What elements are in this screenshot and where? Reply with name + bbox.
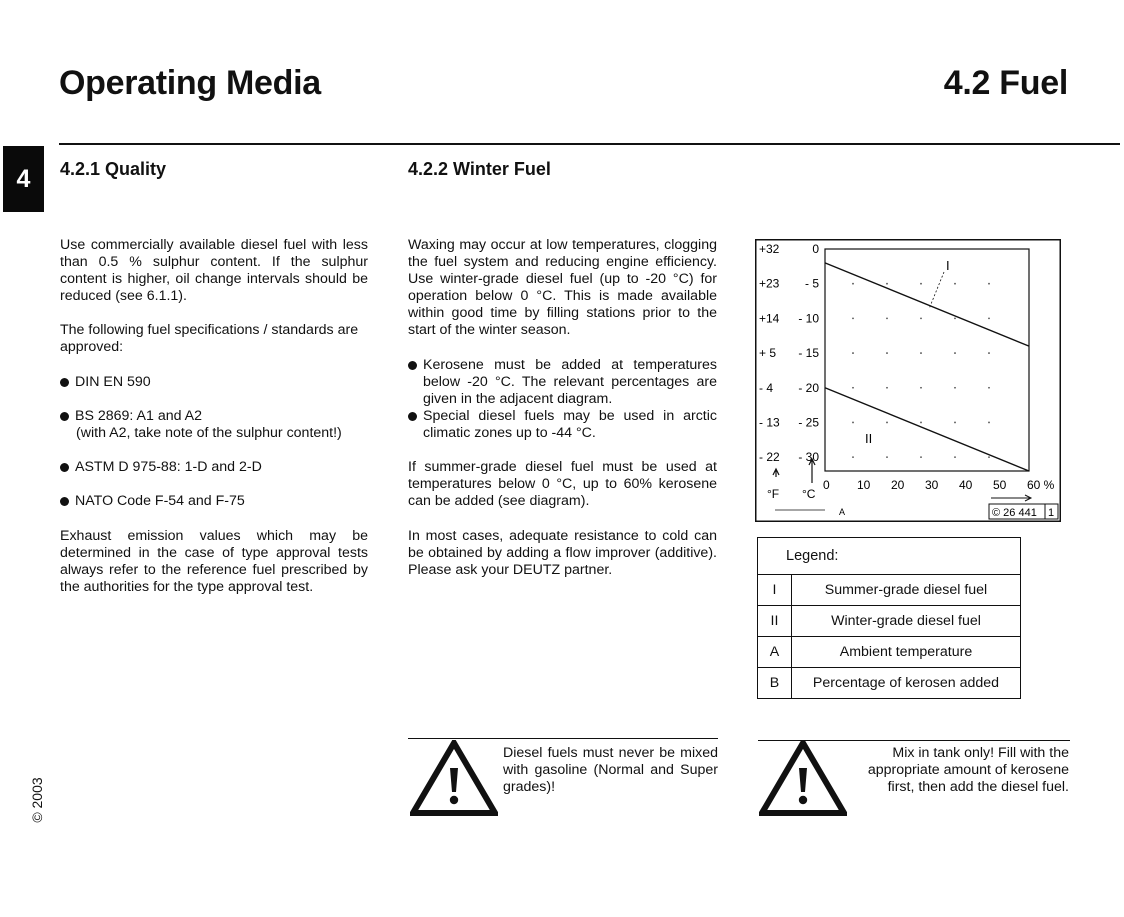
y-tick-c-label: - 20: [798, 380, 819, 395]
reference-index: 1: [1048, 507, 1055, 519]
plot-area: [825, 249, 1029, 471]
legend-key: B: [758, 668, 792, 698]
y-tick-f-label: - 13: [759, 415, 780, 430]
y-tick-f-label: +32: [759, 242, 780, 256]
bullet-icon: [60, 497, 69, 506]
spec-line: DIN EN 590: [75, 374, 151, 390]
legend-key: A: [758, 637, 792, 667]
chart-grid: [852, 283, 990, 458]
series-i-leader: [929, 272, 944, 309]
spec-line: NATO Code F-54 and F-75: [75, 493, 245, 509]
legend-row: [758, 606, 1020, 637]
grid-dot: [886, 317, 888, 319]
legend-key: II: [758, 606, 792, 636]
grid-dot: [988, 456, 990, 458]
spec-item: [60, 459, 380, 476]
x-tick-label: 50: [993, 478, 1007, 492]
y-tick-f-label: - 22: [759, 450, 780, 465]
legend-row: [758, 575, 1020, 606]
legend-key: I: [758, 575, 792, 605]
grid-dot: [954, 317, 956, 319]
grid-dot: [954, 387, 956, 389]
y-tick-f-label: +23: [759, 276, 780, 291]
grid-dot: [852, 317, 854, 319]
spec-line: ASTM D 975-88: 1-D and 2-D: [75, 459, 262, 475]
copyright-text: © 2003: [29, 777, 45, 823]
quality-intro: Use commercially available diesel fuel with less than 0.5 % sulphur content. If the sulphur content is higher, oil change intervals should be reduced (see 6.1.1).: [60, 237, 368, 304]
grid-dot: [920, 283, 922, 285]
grid-dot: [886, 283, 888, 285]
grid-dot: [988, 352, 990, 354]
grid-dot: [920, 317, 922, 319]
exhaust-note: Exhaust emission values which may be determined in the case of type approval tests always refer to the reference fuel prescribed by the authorities for the type approval test.: [60, 528, 368, 595]
series-line-ii: [825, 388, 1029, 471]
legend-value: Winter-grade diesel fuel: [831, 613, 981, 629]
grid-dot: [852, 352, 854, 354]
bullet-icon: [60, 378, 69, 387]
bullet-icon: [60, 412, 69, 421]
grid-dot: [886, 456, 888, 458]
grid-dot: [988, 387, 990, 389]
specs-intro: The following fuel specifications / standards are approved:: [60, 322, 359, 355]
kerosene-diagram: [755, 239, 1061, 522]
y-tick-c-label: - 25: [798, 415, 819, 430]
grid-dot: [954, 456, 956, 458]
grid-dot: [852, 422, 854, 424]
copyright: [27, 770, 47, 830]
x-tick-label: 20: [891, 478, 905, 492]
winter-heading: 4.2.2 Winter Fuel: [408, 159, 551, 179]
grid-dot: [920, 422, 922, 424]
quality-heading: 4.2.1 Quality: [60, 159, 167, 179]
warning-triangle-icon: [759, 740, 847, 816]
axis-a-marker: A: [839, 507, 846, 517]
page-title: Operating Media: [59, 64, 321, 102]
grid-dot: [852, 283, 854, 285]
warning-left-rule: [408, 738, 718, 739]
spec-line: BS 2869: A1 and A2: [75, 408, 203, 424]
legend-row: [758, 668, 1020, 698]
legend-row: [758, 637, 1020, 668]
unit-celsius: °C: [802, 487, 816, 501]
grid-dot: [954, 283, 956, 285]
y-tick-c-label: - 5: [804, 276, 819, 291]
warning-right-text: Mix in tank only! Fill with the appropriate amount of kerosene first, then add the diesel fuel.: [867, 745, 1069, 795]
axis-f-arrow-icon: [773, 469, 779, 477]
legend-value: Ambient temperature: [839, 644, 973, 660]
reference-number: © 26 441: [992, 507, 1037, 519]
grid-dot: [920, 456, 922, 458]
y-tick-f-label: + 5: [759, 346, 777, 361]
y-axis-f-labels: [759, 242, 780, 464]
x-tick-label: 10: [857, 478, 871, 492]
winter-bullet-text: Kerosene must be added at temperatures below -20 °C. The relevant percentages are given in the adjacent diagram.: [423, 357, 717, 407]
grid-dot: [886, 422, 888, 424]
y-tick-c-label: - 10: [798, 311, 819, 326]
chart-series: [825, 263, 1029, 471]
y-tick-f-label: +14: [759, 311, 780, 326]
legend-value: Percentage of kerosen added: [812, 675, 1000, 691]
x-tick-label: 30: [925, 478, 939, 492]
x-axis-labels: [823, 478, 1055, 492]
header-rule: [59, 143, 1120, 145]
series-ii-label: II: [865, 431, 873, 446]
spec-item: [60, 408, 380, 442]
spec-item: [60, 374, 380, 391]
grid-dot: [920, 387, 922, 389]
grid-dot: [954, 352, 956, 354]
flow-note: In most cases, adequate resistance to cold can be obtained by adding a flow improver (additive). Please ask your DEUTZ partner.: [408, 528, 717, 578]
grid-dot: [920, 352, 922, 354]
x-tick-label: 40: [959, 478, 973, 492]
grid-dot: [886, 352, 888, 354]
legend-heading: Legend:: [758, 538, 1020, 575]
grid-dot: [886, 387, 888, 389]
grid-dot: [988, 283, 990, 285]
warning-triangle-icon: [410, 740, 498, 816]
winter-bullet: [408, 408, 717, 442]
y-axis-c-labels: [798, 242, 819, 464]
y-tick-c-label: - 30: [798, 450, 819, 465]
winter-intro: Waxing may occur at low temperatures, clogging the fuel system and reducing engine efficiency. Use winter-grade diesel fuel (up to -20 °C) for operation below 0 °C. This is made available within good time by filling stations prior to the start of the winter season.: [408, 237, 717, 338]
warning-left-text: Diesel fuels must never be mixed with gasoline (Normal and Super grades)!: [503, 745, 718, 795]
axis-a-arrow-icon: [809, 459, 815, 483]
bullet-icon: [408, 361, 417, 370]
spec-subline: (with A2, take note of the sulphur content!): [76, 425, 342, 441]
grid-dot: [852, 456, 854, 458]
y-tick-c-label: - 15: [798, 346, 819, 361]
series-i-label: I: [946, 258, 950, 273]
grid-dot: [954, 422, 956, 424]
summer-note: If summer-grade diesel fuel must be used at temperatures below 0 °C, up to 60% kerosene can be added (see diagram).: [408, 459, 717, 509]
grid-dot: [852, 387, 854, 389]
bullet-icon: [60, 463, 69, 472]
y-tick-c-label: 0: [812, 242, 819, 256]
chapter-tab: 4: [3, 146, 44, 212]
winter-bullet: [408, 357, 717, 408]
spec-item: [60, 493, 380, 510]
axis-b-arrow-icon: [991, 495, 1031, 501]
section-title: 4.2 Fuel: [943, 64, 1068, 102]
series-line-i: [825, 263, 1029, 346]
grid-dot: [988, 422, 990, 424]
winter-bullet-text: Special diesel fuels may be used in arctic climatic zones up to -44 °C.: [423, 408, 717, 441]
unit-fahrenheit: °F: [767, 487, 780, 501]
legend-value: Summer-grade diesel fuel: [824, 582, 988, 598]
grid-dot: [988, 317, 990, 319]
legend-table: [757, 537, 1021, 699]
bullet-icon: [408, 412, 417, 421]
x-tick-label: 0: [823, 478, 830, 492]
x-tick-label: 60 %: [1027, 478, 1055, 492]
y-tick-f-label: - 4: [759, 380, 774, 395]
